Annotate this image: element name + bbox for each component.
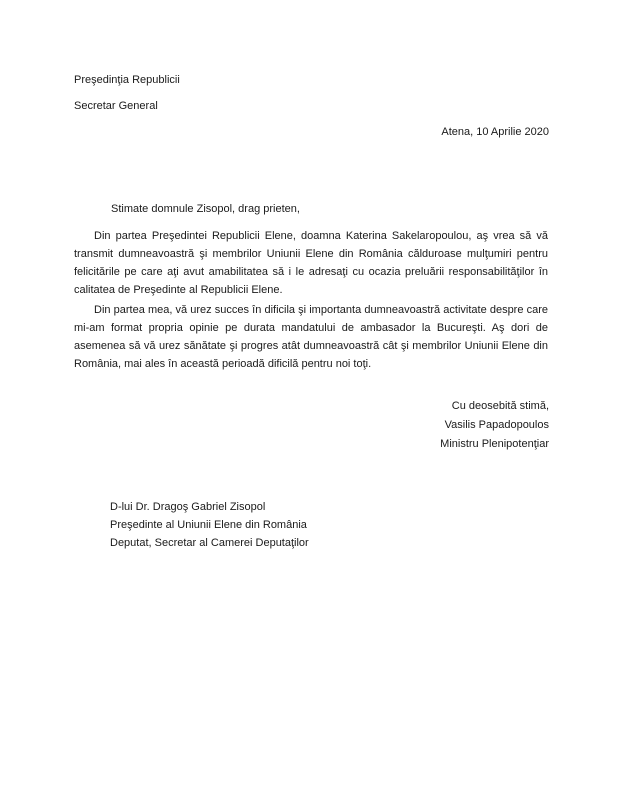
- addressee-block: [110, 498, 309, 552]
- closing-phrase: Cu deosebită stimă,: [451, 400, 549, 412]
- signatory-title: Ministru Plenipotenţiar: [440, 438, 549, 450]
- header-department: Secretar General: [74, 100, 158, 112]
- date-line: Atena, 10 Aprilie 2020: [441, 126, 549, 138]
- paragraph-1: Din partea Preşedintei Republicii Elene, doamna Katerina Sakelaropoulou, aş vrea să vă transmit dumneavoastră şi membrilor Uniunii Elene din România călduroase mulţumiri pentru felicitările pe care aţi avut amabilitatea să i le adresaţi cu ocazia preluării responsabilităţilor în calitatea de Preşedinte al Republicii Elene.: [74, 230, 548, 296]
- signatory-name: Vasilis Papadopoulos: [444, 419, 549, 431]
- addressee-role-1: Preşedinte al Uniunii Elene din România: [110, 519, 307, 531]
- closing-block: [440, 397, 549, 454]
- salutation: Stimate domnule Zisopol, drag prieten,: [111, 203, 300, 215]
- addressee-name: D-lui Dr. Dragoş Gabriel Zisopol: [110, 501, 266, 513]
- header-institution: Preşedinţia Republicii: [74, 74, 180, 86]
- addressee-role-2: Deputat, Secretar al Camerei Deputaţilor: [110, 537, 309, 549]
- paragraph-2: Din partea mea, vă urez succes în dificila şi importanta dumneavoastră activitate despre care mi-am format propria opinie pe durata mandatului de ambasador la Bucureşti. Aş dori de asemenea să vă urez sănătate şi progres atât dumneavoastră cât şi membrilor Uniunii Elene din România, mai ales în această perioadă dificilă pentru noi toţi.: [74, 304, 548, 370]
